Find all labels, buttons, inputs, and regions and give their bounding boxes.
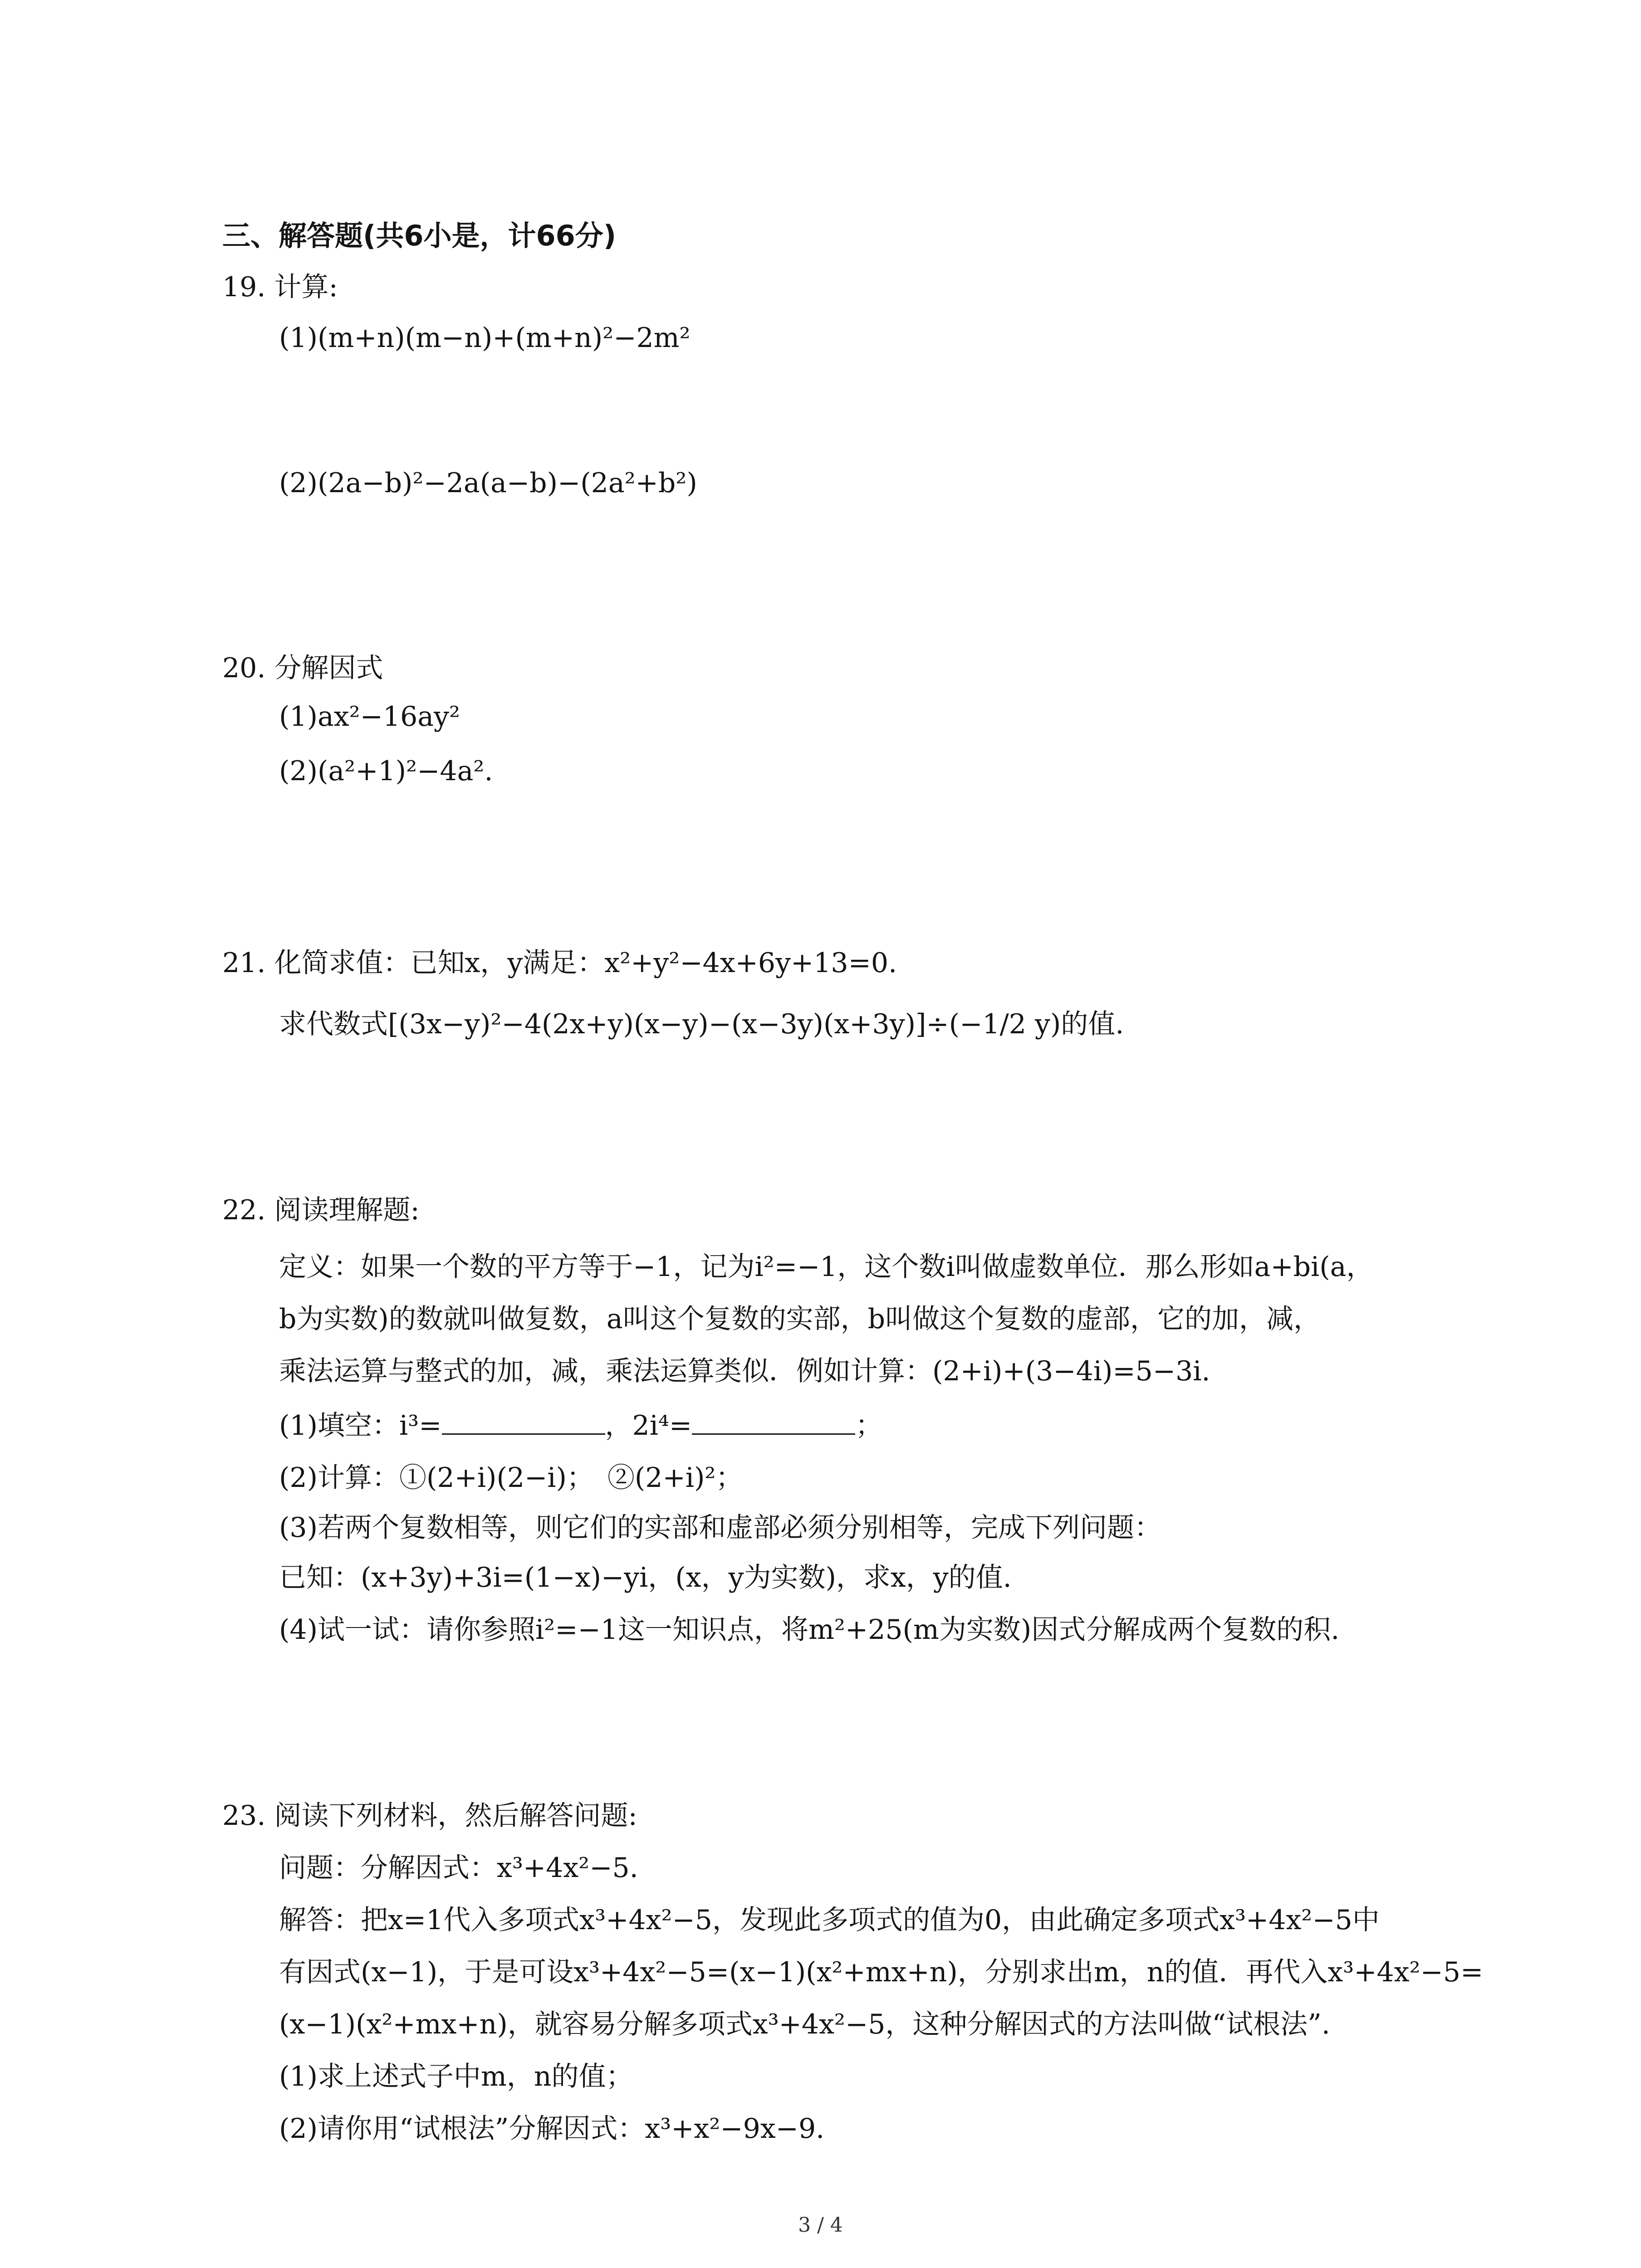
q20-part-2: (2)(a²+1)²−4a². (279, 755, 493, 787)
q23-solution-line-1: 解答：把x=1代入多项式x³+4x²−5，发现此多项式的值为0，由此确定多项式x³+4x²−5中 (279, 1904, 1380, 1936)
q23-part-2: (2)请你用“试根法”分解因式：x³+x²−9x−9. (279, 2113, 825, 2145)
answer-blank[interactable] (692, 1410, 855, 1435)
q23-solution-line-3: (x−1)(x²+mx+n)，就容易分解多项式x³+4x²−5，这种分解因式的方法叫做“试根法”. (279, 2009, 1330, 2040)
q22-definition-line-1: 定义：如果一个数的平方等于−1，记为i²=−1，这个数i叫做虚数单位．那么形如a+bi(a， (279, 1251, 1374, 1283)
q19-part-1: (1)(m+n)(m−n)+(m+n)²−2m² (279, 322, 691, 354)
question-number: 23. (222, 1800, 266, 1832)
q22-definition-line-2: b为实数)的数就叫做复数，a叫这个复数的实部，b叫做这个复数的虚部，它的加，减， (279, 1303, 1321, 1335)
q23-part-1: (1)求上述式子中m，n的值； (279, 2061, 633, 2092)
question-number: 20. (222, 652, 266, 684)
q23-solution-line-2: 有因式(x−1)，于是可设x³+4x²−5=(x−1)(x²+mx+n)，分别求出m，n的值．再代入x³+4x²−5= (279, 1956, 1484, 1988)
question-23 (222, 1794, 637, 1833)
page-number: 3 / 4 (798, 2214, 843, 2237)
q22-part-4: (4)试一试：请你参照i²=−1这一知识点，将m²+25(m为实数)因式分解成两个复数的积. (279, 1614, 1340, 1646)
q22-part-1 (279, 1404, 882, 1443)
question-number: 22. (222, 1194, 266, 1226)
answer-blank[interactable] (442, 1410, 605, 1435)
question-19 (222, 265, 338, 304)
q22-definition-line-3: 乘法运算与整式的加，减，乘法运算类似．例如计算：(2+i)+(3−4i)=5−3i. (279, 1355, 1210, 1387)
question-stem: 阅读下列材料，然后解答问题: (274, 1800, 637, 1832)
q22-part-3-given: 已知：(x+3y)+3i=(1−x)−yi，(x，y为实数)，求x，y的值. (279, 1562, 1012, 1593)
q19-part-2: (2)(2a−b)²−2a(a−b)−(2a²+b²) (279, 467, 697, 499)
q22-part-3: (3)若两个复数相等，则它们的实部和虚部必须分别相等，完成下列问题： (279, 1512, 1161, 1544)
q22-part-1-middle: ，2i⁴= (605, 1410, 692, 1442)
question-21 (222, 941, 897, 980)
q22-part-2: (2)计算：①(2+i)(2−i)； ②(2+i)²； (279, 1462, 743, 1494)
question-20 (222, 646, 383, 685)
q22-part-1-end: ； (855, 1410, 883, 1442)
q23-problem: 问题：分解因式：x³+4x²−5. (279, 1852, 638, 1884)
question-stem: 分解因式 (274, 652, 383, 684)
question-number: 21. (222, 947, 266, 979)
question-stem: 化简求值：已知x，y满足：x²+y²−4x+6y+13=0. (274, 947, 897, 979)
question-stem: 计算: (274, 271, 338, 303)
q21-part-1: 求代数式[(3x−y)²−4(2x+y)(x−y)−(x−3y)(x+3y)]÷(−1/2 y)的值. (279, 1008, 1124, 1040)
q20-part-1: (1)ax²−16ay² (279, 701, 460, 733)
section-title: 三、解答题(共6小是，计66分) (222, 219, 617, 252)
question-stem: 阅读理解题: (274, 1194, 420, 1226)
question-22 (222, 1188, 420, 1227)
q22-part-1-label: (1)填空：i³= (279, 1410, 442, 1442)
question-number: 19. (222, 271, 266, 303)
